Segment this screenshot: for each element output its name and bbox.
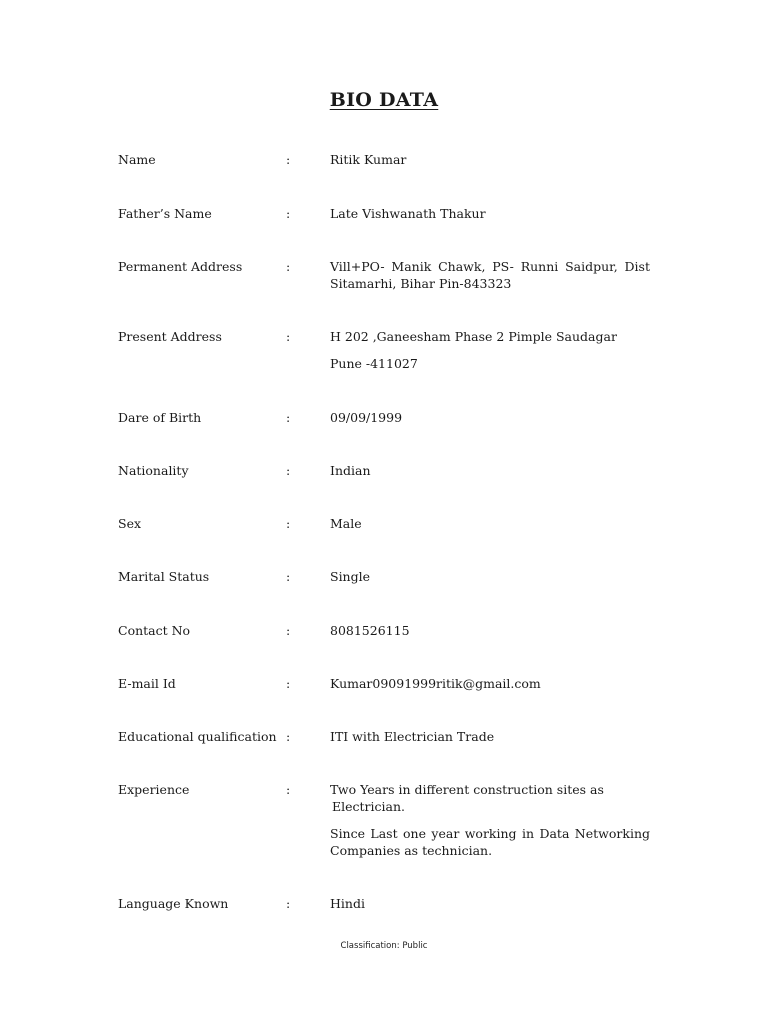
field-value: 09/09/1999 (330, 410, 403, 425)
field-label: Father’s Name (118, 206, 212, 221)
document-title: BIO DATA (329, 89, 439, 111)
field-value: Male (330, 516, 362, 531)
field-label: Nationality (118, 463, 189, 478)
field-value: 8081526115 (330, 623, 410, 638)
field-colon: : (286, 463, 291, 478)
field-label: E-mail Id (118, 676, 176, 691)
field-colon: : (286, 410, 291, 425)
field-label: Educational qualification (118, 729, 277, 744)
field-colon: : (286, 729, 291, 744)
field-colon: : (286, 206, 291, 221)
field-value: Single (330, 569, 371, 584)
field-colon: : (286, 516, 291, 531)
experience-line-1b: Electrician. (332, 799, 405, 814)
field-colon: : (286, 782, 291, 797)
classification-footer: Classification: Public (340, 941, 428, 951)
field-colon: : (286, 329, 291, 344)
field-label: Experience (118, 782, 190, 797)
address-line-1: H 202 ,Ganeesham Phase 2 Pimple Saudagar (330, 329, 617, 344)
field-label: Language Known (118, 896, 229, 911)
field-label: Name (118, 152, 156, 167)
field-label: Permanent Address (118, 259, 243, 274)
field-colon: : (286, 623, 291, 638)
field-value: Vill+PO- Manik Chawk, PS- Runni Saidpur, Dist Sitamarhi, Bihar Pin-843323 (330, 259, 650, 291)
field-colon: : (286, 896, 291, 911)
field-colon: : (286, 569, 291, 584)
field-value: Hindi (330, 896, 365, 911)
field-label: Contact No (118, 623, 191, 638)
field-value: Kumar09091999ritik@gmail.com (330, 676, 541, 691)
field-colon: : (286, 676, 291, 691)
experience-line-1: Two Years in different construction sites as (330, 782, 604, 797)
field-value: Indian (330, 463, 371, 478)
field-colon: : (286, 259, 291, 274)
field-label: Sex (118, 516, 142, 531)
address-line-2: Pune -411027 (330, 356, 418, 371)
field-value: Late Vishwanath Thakur (330, 206, 486, 221)
experience-line-2: Since Last one year working in Data Networking Companies as technician. (330, 826, 650, 858)
field-value (330, 328, 650, 372)
field-value (330, 781, 650, 859)
field-label: Present Address (118, 329, 222, 344)
field-label: Marital Status (118, 569, 210, 584)
field-value: Ritik Kumar (330, 152, 407, 167)
field-label: Dare of Birth (118, 410, 202, 425)
field-value: ITI with Electrician Trade (330, 729, 495, 744)
field-colon: : (286, 152, 291, 167)
